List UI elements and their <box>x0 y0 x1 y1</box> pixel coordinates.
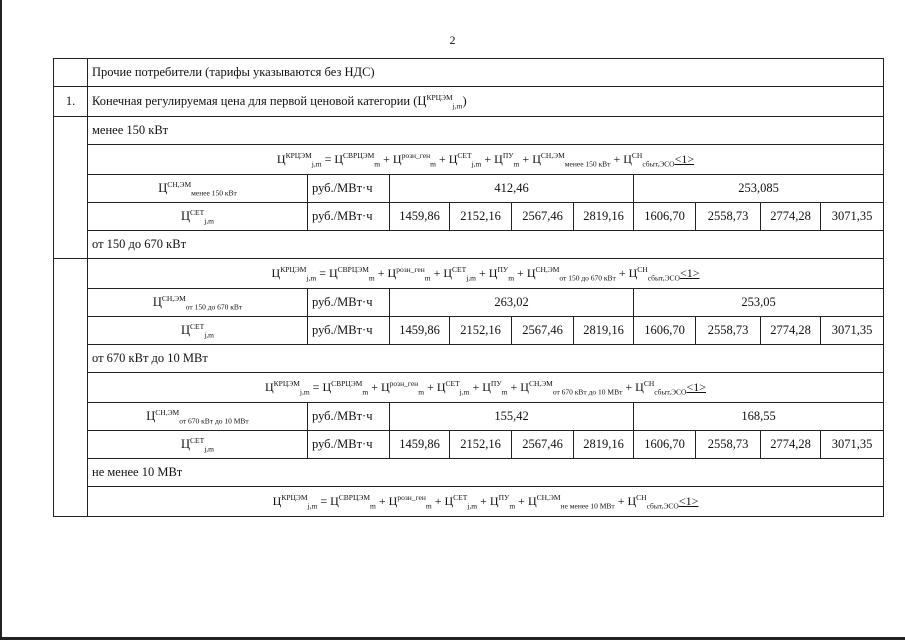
sn-value-left: 263,02 <box>390 289 634 317</box>
formula-part: = <box>320 494 328 508</box>
formula-part: СН <box>631 151 643 160</box>
formula-part: розн_ген <box>396 265 425 274</box>
formula-part: ) <box>462 94 467 108</box>
formula-part: менее 150 кВт <box>564 159 611 169</box>
formula <box>88 145 884 175</box>
formula-part: + <box>613 152 621 166</box>
formula-part: Ц <box>388 494 398 508</box>
formula-part: j,m <box>467 501 478 511</box>
formula-part: Ц <box>443 266 453 280</box>
footnote-link[interactable]: <1> <box>678 494 699 508</box>
formula-part: КРЦЭМ <box>280 265 307 274</box>
header-text: Прочие потребители (тарифы указываются без НДС) <box>88 59 884 87</box>
sn-value-right: 253,085 <box>634 175 884 203</box>
unit-cell: руб./МВт·ч <box>308 203 390 231</box>
set-value: 2558,73 <box>696 203 761 231</box>
formula-part: Ц <box>627 494 637 508</box>
set-value: 2567,46 <box>512 317 574 345</box>
formula-part: Ц <box>392 152 402 166</box>
set-value: 2774,28 <box>761 203 821 231</box>
set-value: 1459,86 <box>390 203 450 231</box>
section-label-row <box>54 459 884 487</box>
scan-edge-left <box>0 0 2 640</box>
formula-part: Ц <box>329 266 338 280</box>
formula-part: Ц <box>489 494 499 508</box>
formula-part: + <box>427 380 434 394</box>
formula-part: + <box>472 380 480 394</box>
formula-part: j,m <box>204 444 214 454</box>
set-symbol <box>88 203 308 231</box>
formula-part: m <box>368 273 375 283</box>
formula-part: розн_ген <box>389 379 419 388</box>
formula-part: Ц <box>181 323 191 337</box>
formula-part: j,m <box>459 387 470 397</box>
sn-row <box>54 289 884 317</box>
formula-part: СВРЦЭМ <box>343 151 375 160</box>
formula-part: СЕТ <box>452 265 467 274</box>
tariff-table <box>53 58 884 517</box>
formula-part: сбыт,ЭСО <box>647 273 680 283</box>
formula-part: СН,ЭМ <box>536 493 561 502</box>
formula-part: Ц <box>623 152 632 166</box>
set-row <box>54 203 884 231</box>
page-number: 2 <box>449 33 456 47</box>
formula-part: от 150 до 670 кВт <box>185 302 243 312</box>
formula-part: Ц <box>494 152 503 166</box>
formula-part: Ц <box>628 266 638 280</box>
formula-part: j,m <box>204 216 214 226</box>
formula <box>88 373 884 403</box>
set-value: 2567,46 <box>512 431 574 459</box>
formula-part: Ц <box>387 266 397 280</box>
formula-part: от 150 до 670 кВт <box>559 273 616 283</box>
set-value: 2558,73 <box>696 431 761 459</box>
section-label: от 150 до 670 кВт <box>88 231 884 259</box>
formula-part: сбыт,ЭСО <box>646 501 679 511</box>
footnote-link[interactable]: <1> <box>686 380 707 394</box>
formula-part: Ц <box>276 152 286 166</box>
sn-value-left: 412,46 <box>390 175 634 203</box>
set-value: 2558,73 <box>696 317 761 345</box>
section-label-row <box>54 231 884 259</box>
set-value: 2774,28 <box>761 317 821 345</box>
formula-part: m <box>425 501 432 511</box>
item-row <box>54 87 884 117</box>
formula-part: Ц <box>488 266 498 280</box>
formula-part: + <box>438 152 446 166</box>
set-value: 3071,35 <box>821 203 884 231</box>
sn-symbol <box>88 175 308 203</box>
unit-cell: руб./МВт·ч <box>308 317 390 345</box>
formula-part: менее 150 кВт <box>191 188 237 198</box>
formula-part: СЕТ <box>190 207 205 217</box>
section-spacer-cell <box>54 117 88 259</box>
formula-part: Конечная регулируемая цена для первой ценовой категории (Ц <box>92 94 427 108</box>
header-num-cell <box>54 59 88 87</box>
set-value: 2819,16 <box>574 317 634 345</box>
formula-part: = <box>312 380 320 394</box>
formula-part: Ц <box>330 494 339 508</box>
formula-part: Ц <box>271 266 281 280</box>
formula-part: Ц <box>264 380 274 394</box>
formula-part: m <box>509 501 516 511</box>
formula-part: Ц <box>527 494 537 508</box>
formula-part: + <box>377 266 385 280</box>
formula-part: СВРЦЭМ <box>338 493 371 502</box>
formula-part: + <box>625 380 633 394</box>
formula-part: КРЦЭМ <box>281 493 308 502</box>
formula-part: + <box>484 152 492 166</box>
unit-cell: руб./МВт·ч <box>308 289 390 317</box>
formula-part: m <box>430 159 436 169</box>
formula-part: СН,ЭМ <box>535 265 560 274</box>
set-value: 1459,86 <box>390 317 450 345</box>
formula-part: СЕТ <box>190 435 205 445</box>
formula-part: j,m <box>311 159 322 169</box>
set-value: 2152,16 <box>450 431 512 459</box>
set-value: 2819,16 <box>574 431 634 459</box>
formula-part: СН,ЭМ <box>167 179 192 189</box>
section-label: от 670 кВт до 10 МВт <box>88 345 884 373</box>
footnote-link[interactable]: <1> <box>674 152 695 166</box>
formula-part: + <box>518 494 525 508</box>
formula-part: + <box>522 152 530 166</box>
formula-part: СВРЦЭМ <box>331 379 363 388</box>
formula <box>88 487 884 517</box>
formula-part: СВРЦЭМ <box>337 265 369 274</box>
formula-part: СЕТ <box>453 493 468 502</box>
formula-part: j,m <box>466 273 476 283</box>
formula-part: + <box>371 380 378 394</box>
formula-part: + <box>617 494 625 508</box>
item-number: 1. <box>54 87 88 117</box>
footnote-link[interactable]: <1> <box>679 266 700 280</box>
set-value: 3071,35 <box>821 317 884 345</box>
header-row <box>54 59 884 87</box>
formula-part: m <box>424 273 431 283</box>
formula-part: m <box>362 387 369 397</box>
formula-part: Ц <box>146 409 156 423</box>
formula-part: СЕТ <box>445 379 460 388</box>
formula-part: Ц <box>526 266 536 280</box>
sn-row <box>54 175 884 203</box>
formula-part: Ц <box>520 380 529 394</box>
formula-part: + <box>480 494 487 508</box>
formula-row <box>54 373 884 403</box>
formula-part: Ц <box>444 494 454 508</box>
formula-part: сбыт,ЭСО <box>654 387 687 397</box>
formula-part: + <box>433 266 441 280</box>
formula-part: Ц <box>181 437 191 451</box>
formula-part: СЕТ <box>190 321 205 331</box>
formula-part: Ц <box>482 380 491 394</box>
formula-part: Ц <box>532 152 541 166</box>
formula-part: + <box>517 266 524 280</box>
formula-part: от 670 кВт до 10 МВт <box>552 387 623 397</box>
formula-part: j,m <box>299 387 310 397</box>
formula-part: + <box>479 266 486 280</box>
formula-part: Ц <box>448 152 458 166</box>
formula-part: + <box>378 494 386 508</box>
formula-part: Ц <box>152 295 162 309</box>
set-value: 1606,70 <box>634 203 696 231</box>
formula-part: + <box>383 152 390 166</box>
formula-part: СН <box>636 493 647 502</box>
sn-row <box>54 403 884 431</box>
sn-value-right: 168,55 <box>634 403 884 431</box>
formula-part: + <box>510 380 518 394</box>
formula-part: m <box>370 501 376 511</box>
section-label-row <box>54 345 884 373</box>
formula-row <box>54 259 884 289</box>
formula-part: + <box>434 494 442 508</box>
formula-part: Ц <box>635 380 644 394</box>
formula-row <box>54 145 884 175</box>
formula-part: Ц <box>158 181 168 195</box>
formula-part: розн_ген <box>397 493 426 502</box>
formula-part: Ц <box>272 494 282 508</box>
formula-part: сбыт,ЭСО <box>642 159 675 169</box>
set-value: 2152,16 <box>450 203 512 231</box>
unit-cell: руб./МВт·ч <box>308 403 390 431</box>
sn-value-right: 253,05 <box>634 289 884 317</box>
formula-part: СН,ЭМ <box>540 151 565 160</box>
formula-part: СН,ЭМ <box>528 379 553 388</box>
set-row <box>54 431 884 459</box>
formula-part: ПУ <box>498 493 510 502</box>
section-spacer-cell <box>54 259 88 517</box>
formula-part: ПУ <box>490 379 502 388</box>
formula-part: m <box>513 159 520 169</box>
section-label: не менее 10 МВт <box>88 459 884 487</box>
set-value: 2774,28 <box>761 431 821 459</box>
section-label: менее 150 кВт <box>88 117 884 145</box>
set-value: 2819,16 <box>574 203 634 231</box>
set-value: 2152,16 <box>450 317 512 345</box>
formula-part: Ц <box>334 152 344 166</box>
set-value: 3071,35 <box>821 431 884 459</box>
sn-value-left: 155,42 <box>390 403 634 431</box>
formula-part: ПУ <box>497 265 509 274</box>
unit-cell: руб./МВт·ч <box>308 431 390 459</box>
formula-part: СН,ЭМ <box>155 407 180 417</box>
formula-part: КРЦЭМ <box>285 151 312 160</box>
formula-part: j,m <box>307 501 318 511</box>
formula-part: j,m <box>306 273 317 283</box>
formula-part: ПУ <box>502 151 514 160</box>
formula-part: Ц <box>436 380 446 394</box>
formula-part: j,m <box>452 101 463 111</box>
formula-part: m <box>508 273 515 283</box>
unit-cell: руб./МВт·ч <box>308 175 390 203</box>
formula-row <box>54 487 884 517</box>
formula-part: СН <box>643 379 655 388</box>
set-symbol <box>88 431 308 459</box>
sn-symbol <box>88 403 308 431</box>
formula-part: + <box>618 266 626 280</box>
item-title <box>88 87 884 117</box>
formula-part: Ц <box>181 209 191 223</box>
formula-part: j,m <box>204 330 214 340</box>
formula-part: СЕТ <box>457 151 472 160</box>
formula-part: m <box>418 387 425 397</box>
set-symbol <box>88 317 308 345</box>
formula-part: Ц <box>322 380 332 394</box>
formula-part: m <box>501 387 508 397</box>
set-row <box>54 317 884 345</box>
formula <box>88 259 884 289</box>
set-value: 1606,70 <box>634 431 696 459</box>
formula-part: СН <box>637 265 648 274</box>
formula-part: = <box>319 266 326 280</box>
set-value: 2567,46 <box>512 203 574 231</box>
set-value: 1459,86 <box>390 431 450 459</box>
formula-part: = <box>324 152 332 166</box>
formula-part: КРЦЭМ <box>273 379 300 388</box>
set-value: 1606,70 <box>634 317 696 345</box>
sn-symbol <box>88 289 308 317</box>
formula-part: j,m <box>471 159 482 169</box>
formula-part: КРЦЭМ <box>426 92 453 102</box>
formula-part: СН,ЭМ <box>161 293 186 303</box>
section-label-row <box>54 117 884 145</box>
formula-part: от 670 кВт до 10 МВт <box>179 416 249 426</box>
formula-part: не менее 10 МВт <box>560 501 615 511</box>
formula-part: Ц <box>380 380 390 394</box>
formula-part: розн_ген <box>401 151 431 160</box>
formula-part: m <box>374 159 381 169</box>
